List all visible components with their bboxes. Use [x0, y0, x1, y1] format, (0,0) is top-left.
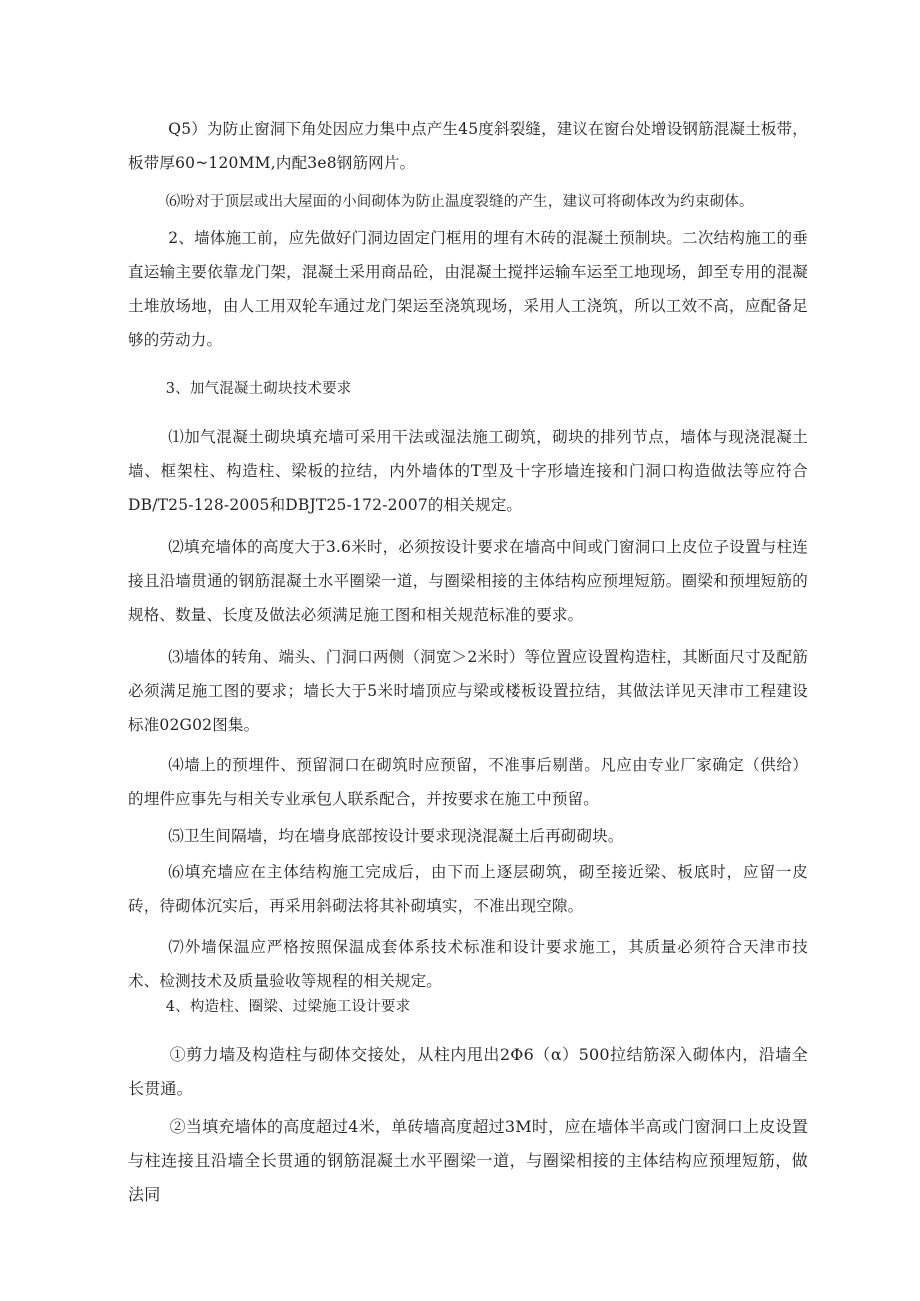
paragraph-3-1-dry-wet-laying: ⑴加气混凝土砌块填充墙可采用干法或湿法施工砌筑，砌块的排列节点，墙体与现浇混凝土墙、框架柱、构造柱、梁板的拉结，内外墙体的T型及十字形墙连接和门洞口构造做法等应符合DB/T25-128-2005和DBJT25-172-2007的相关规定。 [128, 428, 808, 514]
paragraph-3-6-infill-wall-sequence: ⑹填充墙应在主体结构施工完成后，由下而上逐层砌筑，砌至接近梁、板底时，应留一皮砖，待砌体沉实后，再采用斜砌法将其补砌填实，不准出现空隙。 [128, 863, 808, 915]
heading-4-column-beam-requirements: 4、构造柱、圈梁、过梁施工设计要求 [165, 999, 411, 1015]
paragraph-4-2-infill-height: ②当填充墙体的高度超过4米，单砖墙高度超过3M时，应在墙体半高或门窗洞口上皮设置与柱连接且沿墙全长贯通的钢筋混凝土水平圈梁一道，与圈梁相接的主体结构应预埋短筋，做法同 [128, 1117, 808, 1204]
paragraph-3-2-ring-beam: ⑵填充墙体的高度大于3.6米时，必须按设计要求在墙高中间或门窗洞口上皮位子设置与柱连接且沿墙贯通的钢筋混凝土水平圈梁一道，与圈梁相接的主体结构应预埋短筋。圈梁和预埋短筋的规格、数量、长度及做法必须满足施工图和相关规范标准的要求。 [128, 538, 808, 624]
paragraph-3-5-toilet-partition: ⑸卫生间隔墙，均在墙身底部按设计要求现浇混凝土后再砌砌块。 [168, 827, 624, 845]
paragraph-3-7-external-insulation: ⑺外墙保温应严格按照保温成套体系技术标准和设计要求施工，其质量必须符合天津市技术、检测技术及质量验收等规程的相关规定。 [128, 938, 808, 990]
paragraph-2-wall-construction: 2、墙体施工前，应先做好门洞边固定门框用的埋有木砖的混凝土预制块。二次结构施工的垂直运输主要依靠龙门架，混凝土采用商品砼，由混凝土搅拌运输车运至工地现场，卸至专用的混凝土堆放场地，由人工用双轮车通过龙门架运至浇筑现场，采用人工浇筑，所以工效不高，应配备足够的劳动力。 [128, 229, 808, 349]
paragraph-3-3-constructional-column: ⑶墙体的转角、端头、门洞口两侧（洞宽＞2米时）等位置应设置构造柱，其断面尺寸及配筋必须满足施工图的要求；墙长大于5米时墙顶应与梁或楼板设置拉结，其做法详见天津市工程建设标准02G02图集。 [128, 648, 808, 734]
paragraph-3-4-embedded-parts: ⑷墙上的预埋件、预留洞口在砌筑时应预留，不准事后剔凿。凡应由专业厂家确定（供给）的埋件应事先与相关专业承包人联系配合，并按要求在施工中预留。 [128, 756, 808, 808]
paragraph-4-1-tie-bars: ①剪力墙及构造柱与砌体交接处，从柱内甩出2Φ6（α）500拉结筋深入砌体内，沿墙全长贯通。 [128, 1045, 808, 1098]
paragraph-top-floor-masonry: ⑹吩对于顶层或出大屋面的小间砌体为防止温度裂缝的产生，建议可将砌体改为约束砌体。 [165, 194, 754, 210]
heading-3-aerated-block-requirements: 3、加气混凝土砌块技术要求 [165, 381, 352, 397]
paragraph-q5-window-sill-band: Q5）为防止窗洞下角处因应力集中点产生45度斜裂缝，建议在窗台处增设钢筋混凝土板带，板带厚60~120MM,内配3e8钢筋网片。 [128, 120, 808, 172]
